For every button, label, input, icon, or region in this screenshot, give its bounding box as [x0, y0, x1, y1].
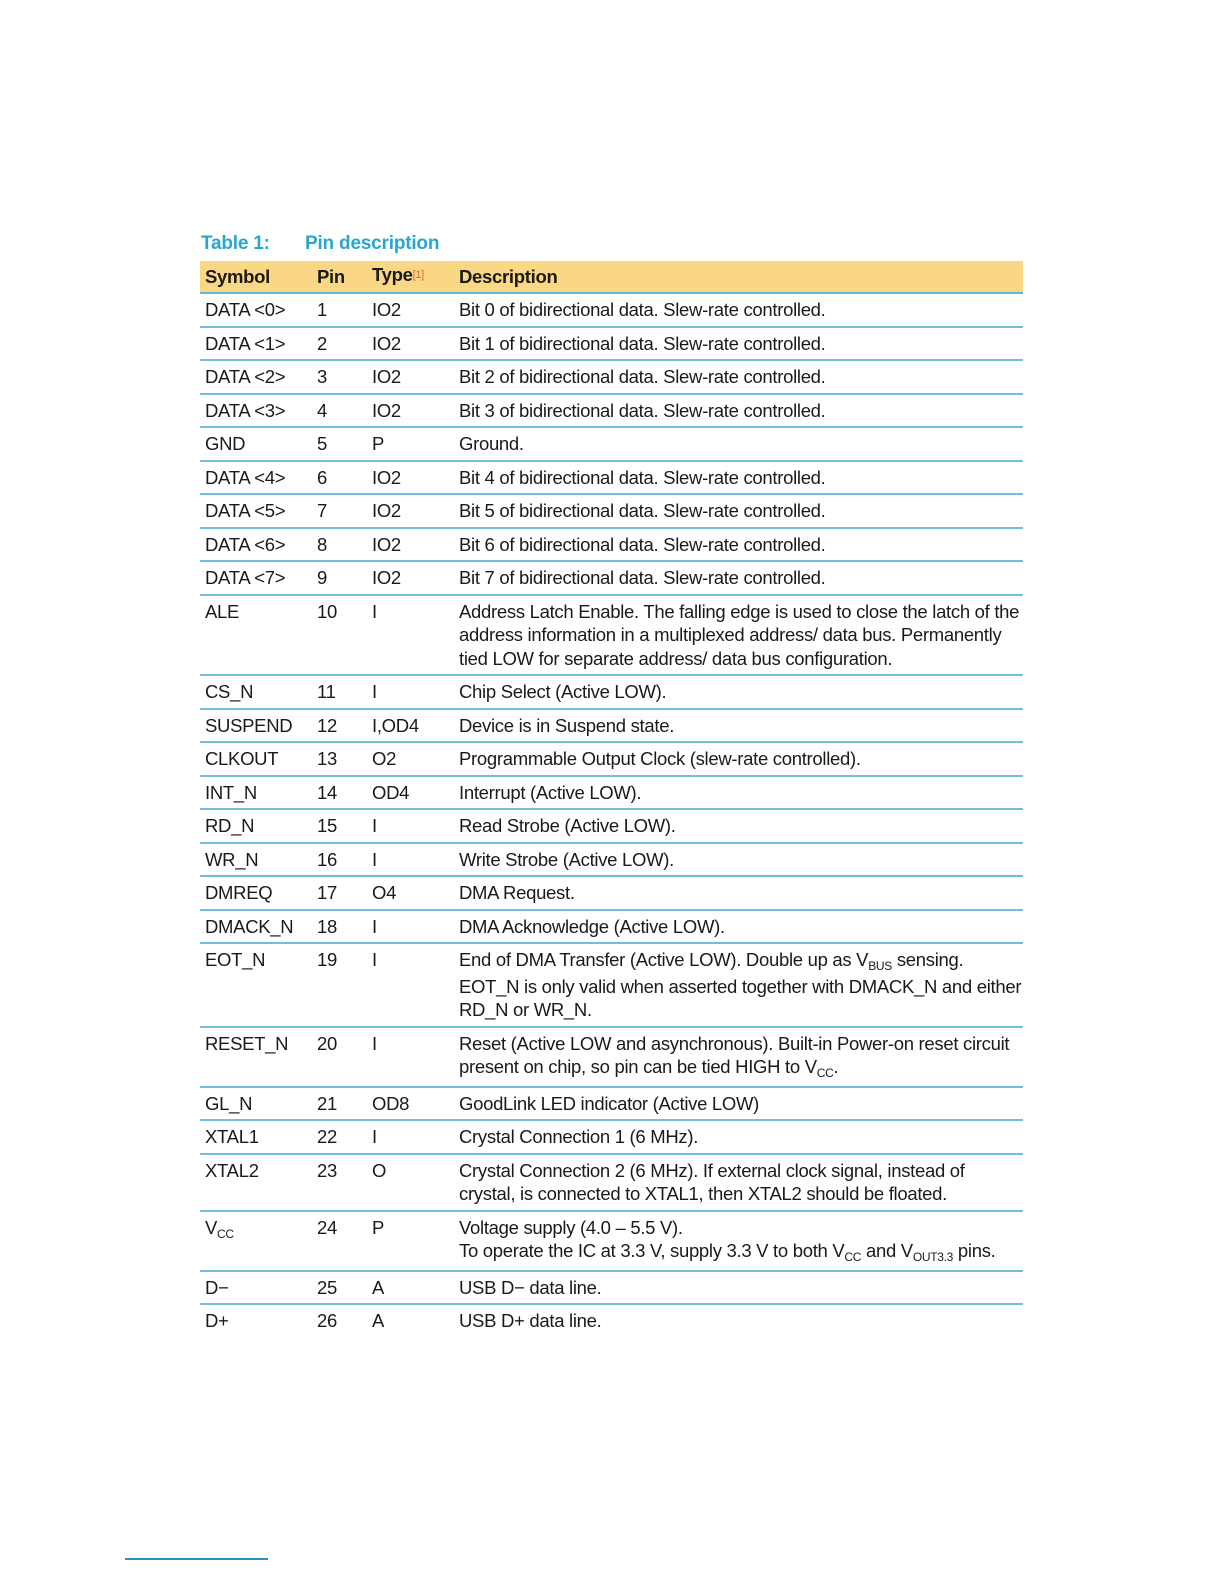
- description-cell: Device is in Suspend state.: [454, 709, 1023, 743]
- table-header-row: [200, 261, 1023, 293]
- type-cell: IO2: [367, 561, 454, 595]
- table-row: [200, 461, 1023, 495]
- subscript: CC: [816, 1066, 834, 1080]
- type-cell: A: [367, 1271, 454, 1305]
- subscript: CC: [217, 1226, 234, 1241]
- symbol-cell: CLKOUT: [200, 742, 312, 776]
- symbol-cell: GND: [200, 427, 312, 461]
- header-pin: Pin: [312, 261, 367, 293]
- type-cell: IO2: [367, 327, 454, 361]
- symbol-cell: SUSPEND: [200, 709, 312, 743]
- table-number: Table 1:: [201, 233, 270, 254]
- type-cell: O4: [367, 876, 454, 910]
- table-row: [200, 327, 1023, 361]
- type-cell: OD8: [367, 1087, 454, 1121]
- table-row: [200, 494, 1023, 528]
- type-cell: IO2: [367, 528, 454, 562]
- symbol-cell: INT_N: [200, 776, 312, 810]
- table-row: [200, 843, 1023, 877]
- type-cell: A: [372, 1310, 385, 1331]
- pin-cell: 2: [312, 327, 367, 361]
- desc-part: sensing. EOT_N is only valid when asserted together with DMACK_N and either RD_N or WR_N.: [459, 949, 1022, 1020]
- symbol-cell: WR_N: [200, 843, 312, 877]
- pin-cell: 26: [317, 1310, 337, 1331]
- pin-cell: 17: [312, 876, 367, 910]
- table-row: [200, 1211, 1023, 1271]
- table-row: [200, 1154, 1023, 1211]
- table-row: [200, 1304, 1023, 1337]
- description-cell: Address Latch Enable. The falling edge is used to close the latch of the address information in a multiplexed address/ data bus. Permanently tied LOW for separate address/ data bus configuration.: [454, 595, 1023, 676]
- type-cell: O: [367, 1154, 454, 1211]
- symbol-cell: D−: [200, 1271, 312, 1305]
- description-cell: [454, 1211, 1023, 1271]
- pin-cell: 4: [312, 394, 367, 428]
- type-cell: I: [367, 1120, 454, 1154]
- symbol-cell: D+: [205, 1310, 229, 1331]
- symbol-cell: DATA <2>: [200, 360, 312, 394]
- desc-part: To operate the IC at 3.3 V, supply 3.3 V to both V: [459, 1240, 845, 1261]
- pin-cell: 5: [312, 427, 367, 461]
- header-symbol: Symbol: [200, 261, 312, 293]
- type-cell: O2: [367, 742, 454, 776]
- footnote-ref[interactable]: [1]: [412, 268, 424, 281]
- description-cell: Bit 6 of bidirectional data. Slew-rate controlled.: [454, 528, 1023, 562]
- pin-cell: 3: [312, 360, 367, 394]
- description-cell: Crystal Connection 2 (6 MHz). If external clock signal, instead of crystal, is connected to XTAL1, then XTAL2 should be floated.: [454, 1154, 1023, 1211]
- description-cell: Bit 3 of bidirectional data. Slew-rate controlled.: [454, 394, 1023, 428]
- pin-cell: 23: [312, 1154, 367, 1211]
- pin-cell: 11: [312, 675, 367, 709]
- symbol-cell: DATA <7>: [200, 561, 312, 595]
- symbol-cell: CS_N: [200, 675, 312, 709]
- table-row: [200, 809, 1023, 843]
- table-row: [200, 360, 1023, 394]
- type-cell: IO2: [367, 360, 454, 394]
- description-cell: DMA Acknowledge (Active LOW).: [454, 910, 1023, 944]
- type-cell: IO2: [367, 494, 454, 528]
- table-row: [200, 910, 1023, 944]
- table-row: [200, 595, 1023, 676]
- pin-cell: 12: [312, 709, 367, 743]
- type-cell: I: [367, 809, 454, 843]
- description-cell: USB D− data line.: [454, 1271, 1023, 1305]
- type-cell: I,OD4: [367, 709, 454, 743]
- pin-cell: 9: [312, 561, 367, 595]
- subscript: BUS: [868, 959, 892, 973]
- description-cell: Read Strobe (Active LOW).: [454, 809, 1023, 843]
- type-cell: IO2: [367, 293, 454, 327]
- table-row: [200, 1027, 1023, 1087]
- desc-part: .: [833, 1056, 839, 1077]
- pin-cell: 21: [312, 1087, 367, 1121]
- description-cell: [454, 1027, 1023, 1087]
- type-cell: P: [367, 427, 454, 461]
- table-row: [200, 427, 1023, 461]
- desc-line: Voltage supply (4.0 – 5.5 V).: [459, 1216, 683, 1238]
- table-row: [200, 943, 1023, 1027]
- pin-description-table: [200, 261, 1023, 1337]
- pin-cell: 19: [312, 943, 367, 1027]
- pin-cell: 22: [312, 1120, 367, 1154]
- description-cell: DMA Request.: [454, 876, 1023, 910]
- description-cell: Crystal Connection 1 (6 MHz).: [454, 1120, 1023, 1154]
- type-cell: I: [367, 910, 454, 944]
- type-cell: IO2: [367, 394, 454, 428]
- table-row: [200, 675, 1023, 709]
- description-cell: Bit 2 of bidirectional data. Slew-rate controlled.: [454, 360, 1023, 394]
- type-cell: P: [367, 1211, 454, 1271]
- pin-cell: 25: [312, 1271, 367, 1305]
- description-cell: Chip Select (Active LOW).: [454, 675, 1023, 709]
- table-row: [200, 1087, 1023, 1121]
- type-cell: I: [367, 843, 454, 877]
- symbol-cell: EOT_N: [200, 943, 312, 1027]
- type-cell: OD4: [367, 776, 454, 810]
- pin-cell: 24: [312, 1211, 367, 1271]
- type-cell: I: [367, 943, 454, 1027]
- symbol-cell: XTAL1: [200, 1120, 312, 1154]
- type-cell: I: [367, 1027, 454, 1087]
- pin-cell: 20: [312, 1027, 367, 1087]
- table-row: [200, 1271, 1023, 1305]
- symbol-cell: DMREQ: [200, 876, 312, 910]
- symbol-cell: DATA <6>: [200, 528, 312, 562]
- header-type: [367, 261, 454, 293]
- symbol-cell: XTAL2: [200, 1154, 312, 1211]
- description-cell: Bit 4 of bidirectional data. Slew-rate controlled.: [454, 461, 1023, 495]
- symbol-part: V: [205, 1216, 218, 1238]
- description-cell: Interrupt (Active LOW).: [454, 776, 1023, 810]
- header-type-label: Type: [372, 263, 413, 285]
- description-cell: Bit 0 of bidirectional data. Slew-rate controlled.: [454, 293, 1023, 327]
- symbol-cell: DATA <0>: [200, 293, 312, 327]
- description-cell: USB D+ data line.: [459, 1310, 602, 1331]
- description-cell: Ground.: [454, 427, 1023, 461]
- table-row: [200, 742, 1023, 776]
- table-row: [200, 528, 1023, 562]
- symbol-cell: ALE: [200, 595, 312, 676]
- symbol-cell: DATA <1>: [200, 327, 312, 361]
- desc-part: and V: [861, 1240, 913, 1261]
- table-title: Pin description: [305, 233, 440, 254]
- desc-part: End of DMA Transfer (Active LOW). Double up as V: [459, 949, 869, 970]
- symbol-cell: GL_N: [200, 1087, 312, 1121]
- subscript: CC: [844, 1250, 862, 1264]
- symbol-cell: DATA <4>: [200, 461, 312, 495]
- table-row: [200, 876, 1023, 910]
- symbol-cell: [200, 1211, 312, 1271]
- table-row: [200, 776, 1023, 810]
- description-cell: [454, 943, 1023, 1027]
- description-cell: Bit 7 of bidirectional data. Slew-rate controlled.: [454, 561, 1023, 595]
- table-row: [200, 709, 1023, 743]
- symbol-cell: RD_N: [200, 809, 312, 843]
- pin-cell: 13: [312, 742, 367, 776]
- table-row: [200, 1120, 1023, 1154]
- pin-cell: 7: [312, 494, 367, 528]
- pin-cell: 8: [312, 528, 367, 562]
- description-cell: Programmable Output Clock (slew-rate controlled).: [454, 742, 1023, 776]
- desc-part: Reset (Active LOW and asynchronous). Built-in Power-on reset circuit present on chip, so pin can be tied HIGH to V: [459, 1032, 1010, 1077]
- table-row: [200, 293, 1023, 327]
- description-cell: Write Strobe (Active LOW).: [454, 843, 1023, 877]
- pin-cell: 1: [312, 293, 367, 327]
- description-cell: GoodLink LED indicator (Active LOW): [454, 1087, 1023, 1121]
- symbol-cell: DMACK_N: [200, 910, 312, 944]
- type-cell: I: [367, 595, 454, 676]
- symbol-cell: DATA <5>: [200, 494, 312, 528]
- table-caption: [201, 233, 439, 255]
- subscript: OUT3.3: [912, 1250, 954, 1264]
- table-row: [200, 561, 1023, 595]
- header-description: Description: [454, 261, 1023, 293]
- table-row: [200, 394, 1023, 428]
- symbol-cell: DATA <3>: [200, 394, 312, 428]
- symbol-cell: RESET_N: [200, 1027, 312, 1087]
- pin-cell: 15: [312, 809, 367, 843]
- footnote-divider: [125, 1558, 268, 1560]
- type-cell: I: [367, 675, 454, 709]
- description-cell: Bit 5 of bidirectional data. Slew-rate controlled.: [454, 494, 1023, 528]
- pin-cell: 16: [312, 843, 367, 877]
- pin-cell: 6: [312, 461, 367, 495]
- description-cell: Bit 1 of bidirectional data. Slew-rate controlled.: [454, 327, 1023, 361]
- type-cell: IO2: [367, 461, 454, 495]
- desc-part: pins.: [953, 1240, 996, 1261]
- pin-cell: 14: [312, 776, 367, 810]
- pin-cell: 18: [312, 910, 367, 944]
- pin-cell: 10: [312, 595, 367, 676]
